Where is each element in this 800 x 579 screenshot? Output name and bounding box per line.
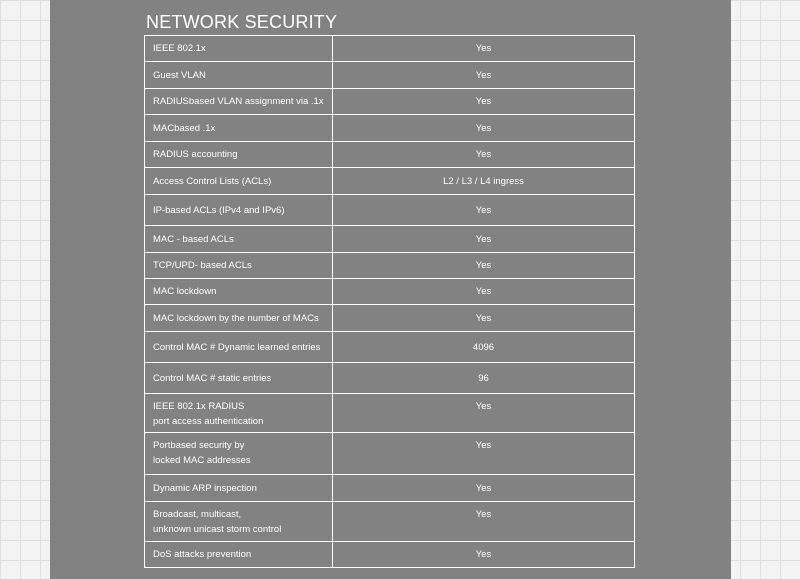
value-cell: Yes (333, 62, 635, 89)
table-row (145, 542, 635, 568)
table-row (145, 142, 635, 168)
value-cell: Yes (333, 542, 635, 568)
feature-cell: Control MAC # Dynamic learned entries (145, 332, 333, 363)
feature-cell: Broadcast, multicast, unknown unicast storm control (145, 502, 333, 542)
table-row (145, 475, 635, 502)
feature-cell: MAC lockdown by the number of MACs (145, 305, 333, 332)
table-row (145, 394, 635, 433)
value-cell: 96 (333, 363, 635, 394)
value-cell: Yes (333, 394, 635, 433)
table-row (145, 195, 635, 226)
feature-cell: RADIUSbased VLAN assignment via .1x (145, 89, 333, 115)
feature-cell: MACbased .1x (145, 115, 333, 142)
feature-cell: IEEE 802.1x RADIUS port access authentication (145, 394, 333, 433)
feature-cell: Portbased security by locked MAC addresses (145, 433, 333, 475)
table-row (145, 332, 635, 363)
value-cell: L2 / L3 / L4 ingress (333, 168, 635, 195)
value-cell: Yes (333, 279, 635, 305)
value-cell: Yes (333, 305, 635, 332)
network-security-table (144, 35, 635, 568)
value-cell: Yes (333, 142, 635, 168)
table-row (145, 253, 635, 279)
feature-cell: MAC lockdown (145, 279, 333, 305)
feature-cell: MAC - based ACLs (145, 226, 333, 253)
value-cell: Yes (333, 115, 635, 142)
table-row (145, 363, 635, 394)
table-row (145, 89, 635, 115)
value-cell: 4096 (333, 332, 635, 363)
feature-cell: Guest VLAN (145, 62, 333, 89)
feature-cell: Access Control Lists (ACLs) (145, 168, 333, 195)
feature-cell: TCP/UPD- based ACLs (145, 253, 333, 279)
feature-cell: DoS attacks prevention (145, 542, 333, 568)
table-row (145, 305, 635, 332)
value-cell: Yes (333, 475, 635, 502)
table-row (145, 502, 635, 542)
table-row (145, 433, 635, 475)
value-cell: Yes (333, 502, 635, 542)
page-title: NETWORK SECURITY (146, 12, 338, 32)
table-row (145, 62, 635, 89)
table-row (145, 115, 635, 142)
table-row (145, 36, 635, 62)
feature-cell: Control MAC # static entries (145, 363, 333, 394)
spec-panel (50, 0, 731, 579)
feature-cell: Dynamic ARP inspection (145, 475, 333, 502)
value-cell: Yes (333, 195, 635, 226)
table-row (145, 168, 635, 195)
table-row (145, 226, 635, 253)
value-cell: Yes (333, 89, 635, 115)
feature-cell: IP-based ACLs (IPv4 and IPv6) (145, 195, 333, 226)
feature-cell: RADIUS accounting (145, 142, 333, 168)
value-cell: Yes (333, 36, 635, 62)
value-cell: Yes (333, 226, 635, 253)
value-cell: Yes (333, 253, 635, 279)
value-cell: Yes (333, 433, 635, 475)
table-row (145, 279, 635, 305)
feature-cell: IEEE 802.1x (145, 36, 333, 62)
